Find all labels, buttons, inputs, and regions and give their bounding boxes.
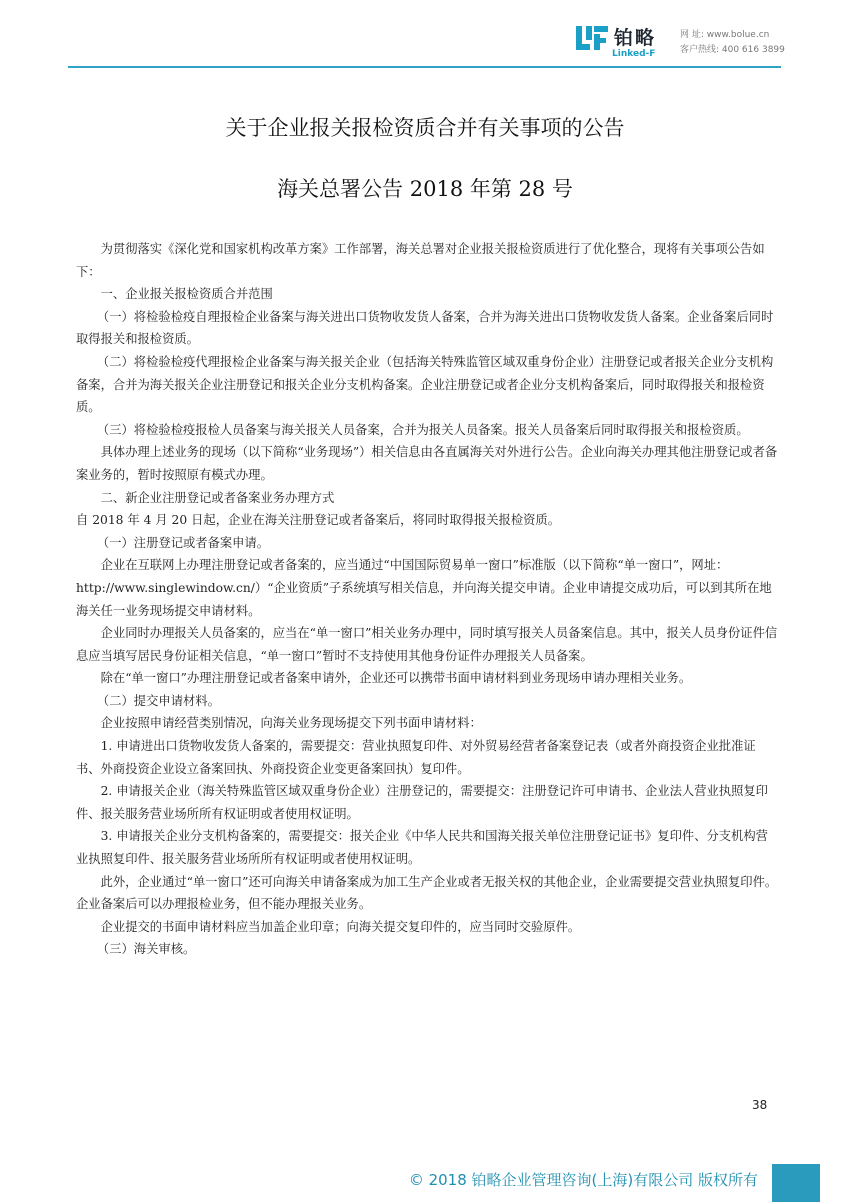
subsection-heading: （三）海关审核。	[96, 942, 196, 957]
bolue-logo-icon	[574, 22, 610, 56]
header-divider	[68, 66, 781, 68]
list-item: 1. 申请进出口货物收发货人备案的，需要提交：营业执照复印件、对外贸易经营者备案登记表（或者外商投资企业批准证书、外商投资企业设立备案回执、外商投资企业变更备案回执）复印件。	[76, 739, 756, 776]
list-item: 3. 申请报关企业分支机构备案的，需要提交：报关企业《中华人民共和国海关报关单位注册登记证书》复印件、分支机构营业执照复印件、报关服务营业场所所有权证明或者使用权证明。	[76, 829, 768, 867]
paragraph: 企业在互联网上办理注册登记或者备案的，应当通过“中国国际贸易单一窗口”标准版（以下简称“单一窗口”，网址：http://www.singlewindow.cn/）“企业资质”子系统填写相关信息，并向海关提交申请。企业申请提交成功后，可以到其所在地海关任一业务现场提交申请材料。	[76, 558, 772, 618]
subsection-heading: （二）提交申请材料。	[96, 693, 220, 708]
page-number: 38	[752, 1098, 768, 1112]
page-footer	[0, 1160, 850, 1202]
logo-name: 铂略	[614, 27, 657, 49]
hotline-text: 客户热线: 400 616 3899	[680, 45, 785, 55]
page-header	[0, 0, 850, 70]
footer-accent-block	[772, 1164, 820, 1202]
paragraph: 除在“单一窗口”办理注册登记或者备案申请外，企业还可以携带书面申请材料到业务现场申请办理相关业务。	[100, 671, 692, 686]
section-heading: 一、企业报关报检资质合并范围	[100, 287, 273, 302]
contact-info	[680, 28, 785, 58]
paragraph: （一）将检验检疫自理报检企业备案与海关进出口货物收发货人备案，合并为海关进出口货物收发货人备案。企业备案后同时取得报关和报检资质。	[76, 309, 774, 347]
website-text: 网 址: www.bolue.cn	[680, 30, 770, 40]
paragraph: （二）将检验检疫代理报检企业备案与海关报关企业（包括海关特殊监管区域双重身份企业）注册登记或者报关企业分支机构备案，合并为海关报关企业注册登记和报关企业分支机构备案。企业注册登记或者企业分支机构备案后，同时取得报关和报检资质。	[76, 354, 774, 415]
logo-subtitle: Linked-F	[612, 49, 656, 59]
section-heading: 二、新企业注册登记或者备案业务办理方式	[100, 490, 335, 505]
paragraph: （三）将检验检疫报检人员备案与海关报关人员备案，合并为报关人员备案。报关人员备案后同时取得报关和报检资质。	[96, 422, 749, 437]
bolue-logo	[574, 22, 674, 62]
copyright-text: © 2018 铂略企业管理咨询(上海)有限公司 版权所有	[408, 1171, 758, 1189]
paragraph: 企业按照申请经营类别情况，向海关业务现场提交下列书面申请材料：	[100, 716, 482, 731]
paragraph: 此外，企业通过“单一窗口”还可向海关申请备案成为加工生产企业或者无报关权的其他企业，企业需要提交营业执照复印件。企业备案后可以办理报检业务，但不能办理报关业务。	[76, 874, 778, 912]
paragraph: 自 2018 年 4 月 20 日起，企业在海关注册登记或者备案后，将同时取得报关报检资质。	[76, 513, 561, 528]
paragraph: 具体办理上述业务的现场（以下简称“业务现场”）相关信息由各直属海关对外进行公告。企业向海关办理其他注册登记或者备案业务的，暂时按照原有模式办理。	[76, 445, 778, 482]
document-body	[76, 238, 778, 961]
paragraph: 企业同时办理报关人员备案的，应当在“单一窗口”相关业务办理中，同时填写报关人员备案信息。其中，报关人员身份证件信息应当填写居民身份证相关信息，“单一窗口”暂时不支持使用其他身份证件办理报关人员备案。	[76, 626, 778, 663]
list-item: 2. 申请报关企业（海关特殊监管区域双重身份企业）注册登记的，需要提交：注册登记许可申请书、企业法人营业执照复印件、报关服务营业场所所有权证明或者使用权证明。	[76, 784, 768, 821]
document-title: 关于企业报关报检资质合并有关事项的公告	[225, 116, 625, 140]
paragraph: 企业提交的书面申请材料应当加盖企业印章；向海关提交复印件的，应当同时交验原件。	[100, 919, 581, 934]
paragraph: 为贯彻落实《深化党和国家机构改革方案》工作部署，海关总署对企业报关报检资质进行了优化整合，现将有关事项公告如下：	[76, 242, 765, 279]
subsection-heading: （一）注册登记或者备案申请。	[96, 535, 270, 550]
document-subtitle: 海关总署公告 2018 年第 28 号	[277, 177, 573, 201]
